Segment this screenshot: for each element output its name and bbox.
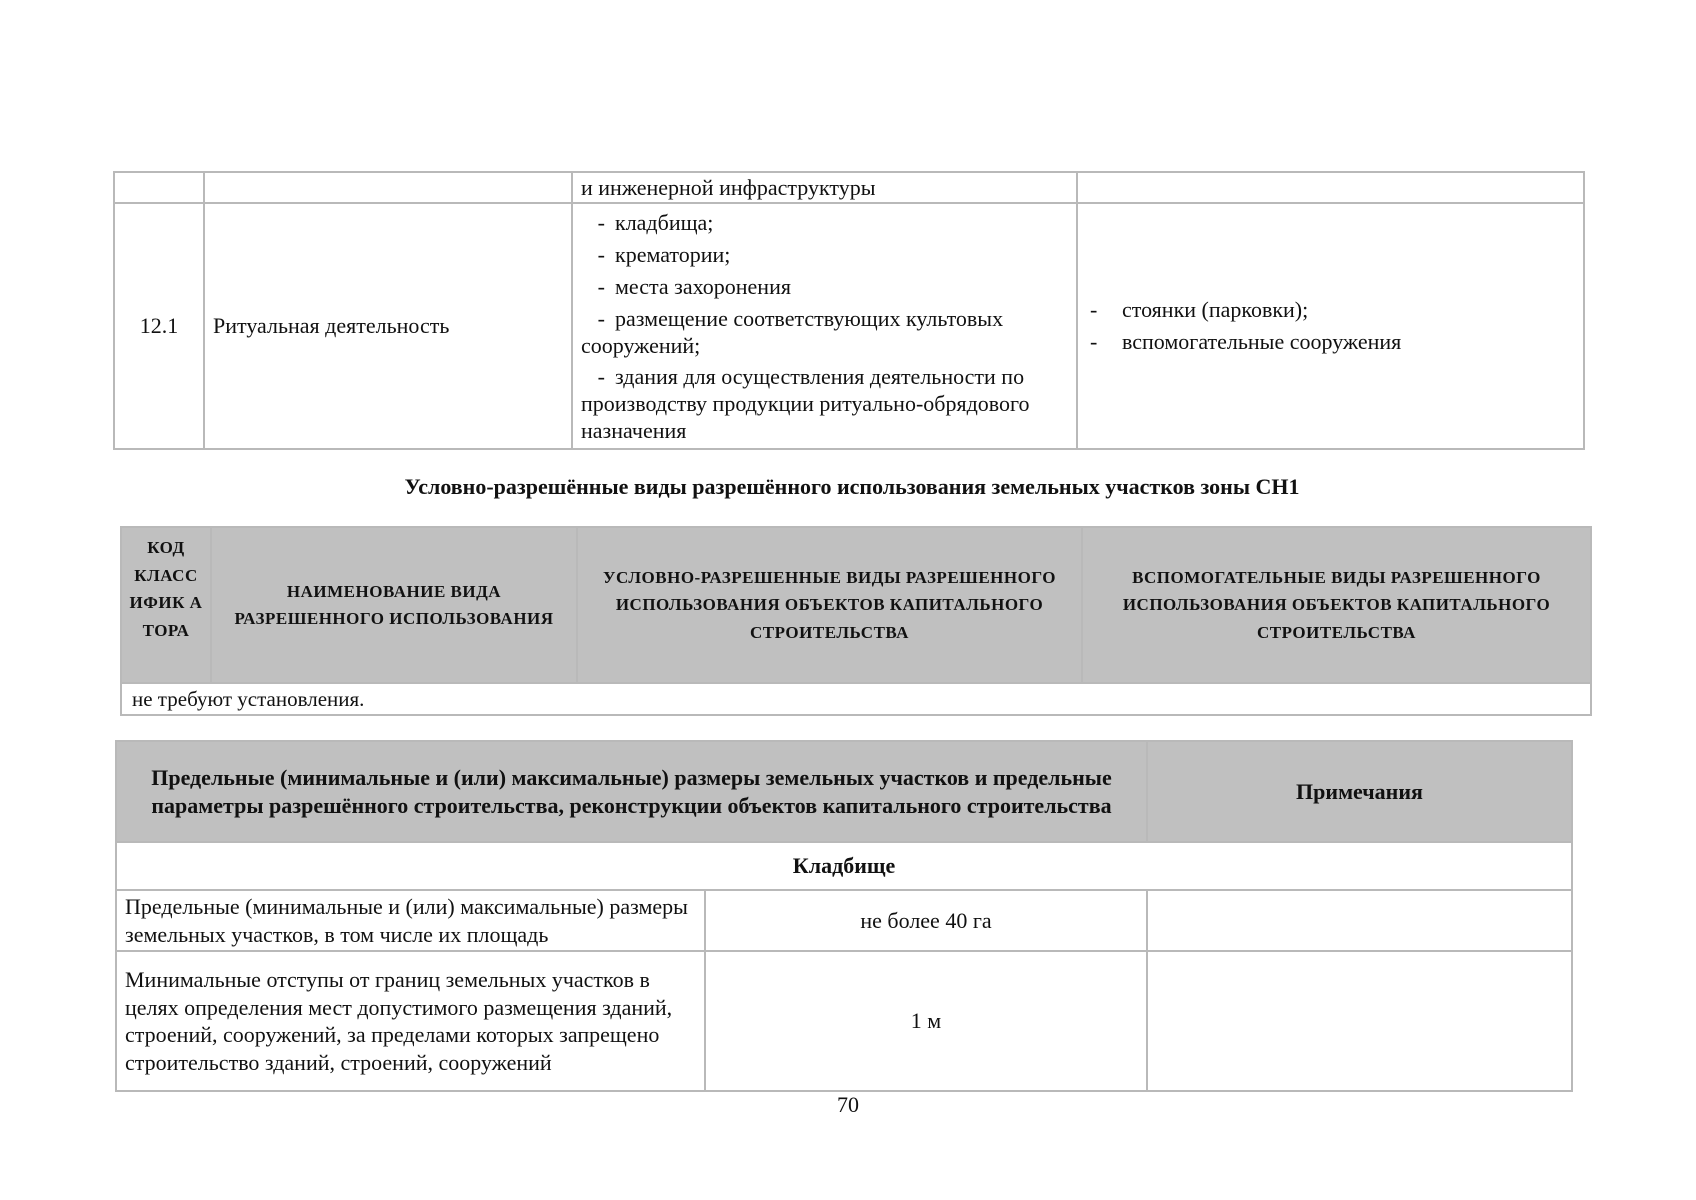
table-row bbox=[116, 951, 1572, 1091]
bullet-dash: - bbox=[1090, 297, 1098, 322]
param-note bbox=[1147, 951, 1572, 1091]
table-row bbox=[121, 683, 1591, 715]
table-cell bbox=[204, 172, 572, 203]
param-note bbox=[1147, 890, 1572, 951]
table-cell bbox=[1077, 172, 1584, 203]
param-value: не более 40 га bbox=[705, 890, 1147, 951]
classifier-code: 12.1 bbox=[114, 203, 204, 449]
header-notes: Примечания bbox=[1147, 741, 1572, 842]
ancillary-uses-list bbox=[1077, 203, 1584, 449]
list-item: - здания для осуществления деятельности по производству продукции ритуально-обрядового назначения bbox=[581, 363, 1030, 443]
table-row bbox=[116, 890, 1572, 951]
table-header-row bbox=[121, 527, 1591, 683]
bullet-dash: - bbox=[597, 363, 605, 389]
body-text: не требуют установления. bbox=[121, 683, 1591, 715]
header-code: КОД КЛАСС ИФИК А ТОРА bbox=[121, 527, 211, 683]
bullet-dash: - bbox=[597, 273, 605, 299]
table-row bbox=[114, 203, 1584, 449]
bullet-dash: - bbox=[597, 209, 605, 235]
section-heading: Условно-разрешённые виды разрешённого использования земельных участков зоны СН1 bbox=[404, 474, 1300, 499]
table-header-row bbox=[116, 741, 1572, 842]
param-value: 1 м bbox=[705, 951, 1147, 1091]
bullet-dash: - bbox=[597, 241, 605, 267]
page-number: 70 bbox=[837, 1092, 859, 1117]
header-params: Предельные (минимальные и (или) максимальные) размеры земельных участков и предельные параметры разрешённого строительства, реконструкции объектов капитального строительства bbox=[116, 741, 1147, 842]
list-item: - кладбища; bbox=[581, 209, 1068, 237]
list-item: - стоянки (парковки); bbox=[1086, 294, 1575, 326]
table-row bbox=[116, 842, 1572, 890]
list-item: - размещение соответствующих культовых сооружений; bbox=[581, 305, 1004, 358]
parameters-table bbox=[115, 740, 1573, 1092]
continuation-text: и инженерной инфраструктуры bbox=[572, 172, 1077, 203]
use-name: Ритуальная деятельность bbox=[204, 203, 572, 449]
table-cell bbox=[114, 172, 204, 203]
param-label: Предельные (минимальные и (или) максимальные) размеры земельных участков, в том числе их площадь bbox=[116, 890, 705, 951]
header-name: НАИМЕНОВАНИЕ ВИДА РАЗРЕШЕННОГО ИСПОЛЬЗОВАНИЯ bbox=[211, 527, 577, 683]
header-conditional: УСЛОВНО-РАЗРЕШЕННЫЕ ВИДЫ РАЗРЕШЕННОГО ИСПОЛЬЗОВАНИЯ ОБЪЕКТОВ КАПИТАЛЬНОГО СТРОИТЕЛЬСТВА bbox=[577, 527, 1082, 683]
bullet-dash: - bbox=[1090, 329, 1098, 354]
bullet-dash: - bbox=[597, 305, 605, 331]
header-ancillary: ВСПОМОГАТЕЛЬНЫЕ ВИДЫ РАЗРЕШЕННОГО ИСПОЛЬЗОВАНИЯ ОБЪЕКТОВ КАПИТАЛЬНОГО СТРОИТЕЛЬСТВА bbox=[1082, 527, 1591, 683]
main-uses-list bbox=[572, 203, 1077, 449]
param-label: Минимальные отступы от границ земельных участков в целях определения мест допустимого размещения зданий, строений, сооружений, за пределами которых запрещено строительство зданий, строений, сооружений bbox=[116, 951, 705, 1091]
table-row bbox=[114, 172, 1584, 203]
conditional-uses-table bbox=[120, 526, 1592, 716]
permitted-uses-table bbox=[113, 171, 1585, 450]
subheading-cemetery: Кладбище bbox=[116, 842, 1572, 890]
list-item: - вспомогательные сооружения bbox=[1086, 326, 1575, 358]
list-item: - места захоронения bbox=[581, 273, 1068, 301]
list-item: - крематории; bbox=[581, 241, 1068, 269]
